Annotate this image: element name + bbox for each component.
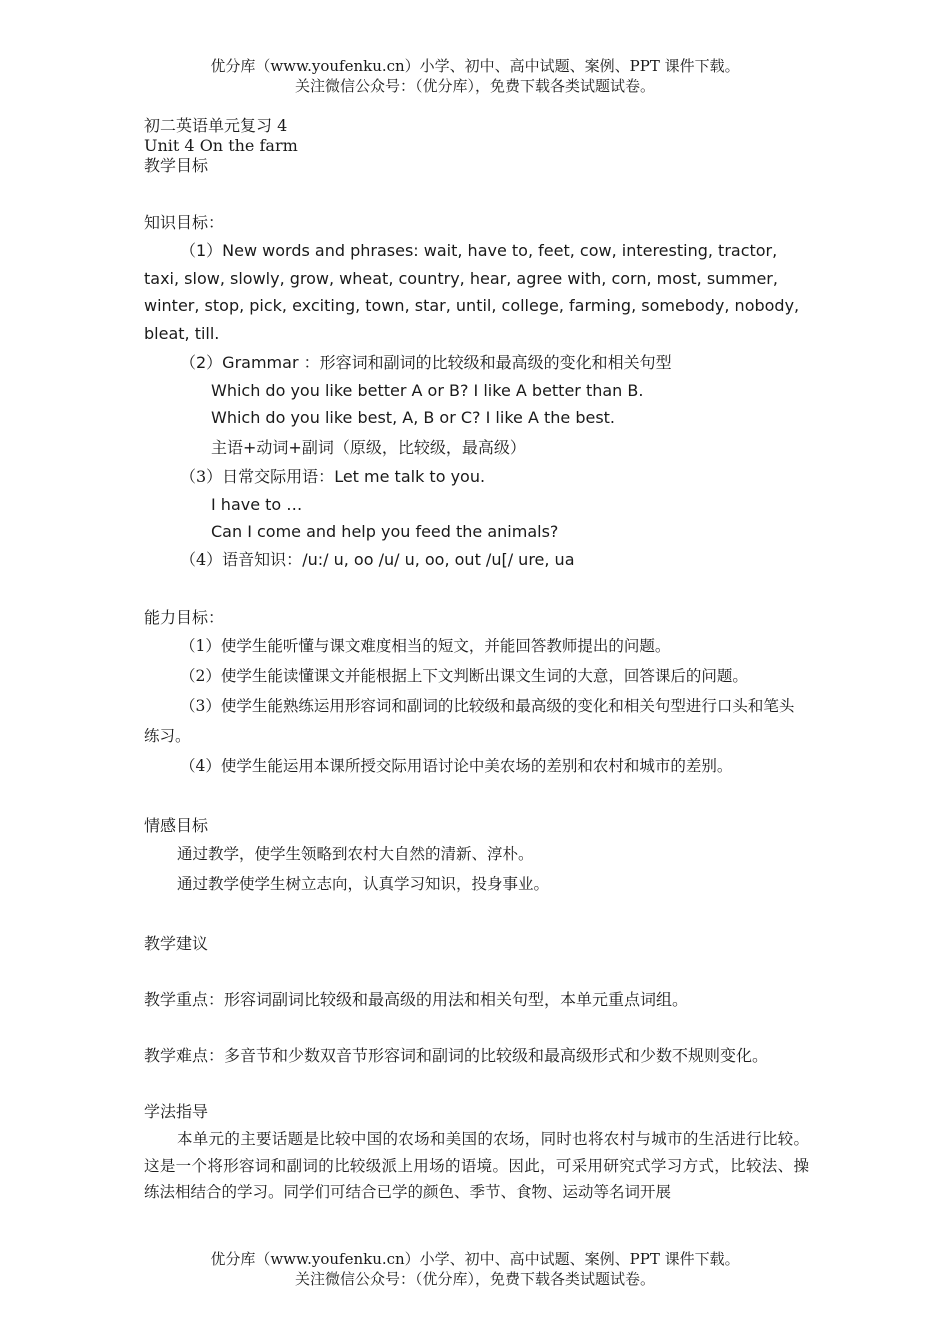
grammar-example-3-b: （原级，比较级，最高级）: [333, 437, 526, 457]
page-header: [0, 56, 950, 96]
ability-item-4: （4）使学生能运用本课所授交际用语讨论中美农场的差别和农村和城市的差别。: [180, 757, 733, 775]
emotion-heading: 情感目标: [144, 816, 209, 835]
footer-line-2: 关注微信公众号：（优分库），免费下载各类试题试卷。: [294, 1270, 655, 1288]
knowledge-item-4: [144, 546, 809, 574]
knowledge-item-1: （1）New words and phrases: wait, have to, feet, cow, interesting, tractor, taxi, slow, slowly, grow, wheat, country, hear, agree with, corn, most, summer, winter, stop, pick, exciting, town, star, until, college, farming, somebody, nobody, bleat, till.: [144, 241, 800, 343]
ability-item-3: （3）使学生能熟练运用形容词和副词的比较级和最高级的变化和相关句型进行口头和笔头练习。: [144, 697, 795, 745]
document-body: [144, 116, 809, 1206]
knowledge-item-3: [144, 463, 809, 491]
grammar-example-3-a: 主语+动词+副词: [211, 437, 334, 457]
document-title: 初二英语单元复习 4: [144, 116, 288, 135]
unit-title: Unit 4 On the farm: [144, 136, 298, 155]
knowledge-item-4-prefix: （4）语音知识：: [180, 549, 303, 569]
knowledge-item-2: [144, 349, 809, 377]
footer-line-1: 优分库（www.youfenku.cn）小学、初中、高中试题、案例、PPT 课件下载。: [210, 1250, 740, 1268]
knowledge-item-3-prefix: （3）日常交际用语：: [180, 467, 335, 486]
emotion-item-1: 通过教学，使学生领略到农村大自然的清新、淳朴。: [177, 845, 534, 863]
difficulties: 教学难点：多音节和少数双音节形容词和副词的比较级和最高级形式和少数不规则变化。: [144, 1046, 769, 1065]
knowledge-item-2-prefix: （2）Grammar ：: [180, 353, 320, 372]
suggestion-heading: 教学建议: [144, 934, 209, 953]
study-guide-text: 本单元的主要话题是比较中国的农场和美国的农场，同时也将农村与城市的生活进行比较。这是一个将形容词和副词的比较级派上用场的语境。因此，可采用研究式学习方式，比较法、操练法相结合的学习。同学们可结合已学的颜色、季节、食物、运动等名词开展: [144, 1130, 809, 1201]
knowledge-heading: 知识目标：: [144, 213, 225, 232]
ability-item-1: （1）使学生能听懂与课文难度相当的短文，并能回答教师提出的问题。: [180, 637, 671, 655]
communication-example-1: I have to …: [211, 494, 303, 514]
communication-example-2: Can I come and help you feed the animals?: [211, 522, 559, 541]
study-guide-heading: 学法指导: [144, 1102, 209, 1121]
grammar-example-2: Which do you like best, A, B or C? I like A the best.: [211, 408, 616, 427]
key-points: 教学重点：形容词副词比较级和最高级的用法和相关句型，本单元重点词组。: [144, 990, 689, 1009]
grammar-example-1: Which do you like better A or B? I like A better than B.: [211, 380, 644, 400]
grammar-example-3: [144, 434, 809, 462]
knowledge-item-4-text: /u:/ u, oo /u/ u, oo, out /u[/ ure, ua: [302, 549, 575, 569]
header-line-1: 优分库（www.youfenku.cn）小学、初中、高中试题、案例、PPT 课件下载。: [210, 57, 740, 75]
ability-heading: 能力目标：: [144, 608, 225, 627]
objectives-heading: 教学目标: [144, 156, 209, 175]
knowledge-item-2-text: 形容词和副词的比较级和最高级的变化和相关句型: [319, 353, 672, 372]
header-line-2: 关注微信公众号：（优分库），免费下载各类试题试卷。: [294, 77, 655, 95]
page-footer: [0, 1249, 950, 1289]
knowledge-item-3-text: Let me talk to you.: [334, 467, 486, 486]
ability-item-2: （2）使学生能读懂课文并能根据上下文判断出课文生词的大意，回答课后的问题。: [180, 667, 748, 685]
emotion-item-2: 通过教学使学生树立志向，认真学习知识，投身事业。: [177, 875, 550, 893]
